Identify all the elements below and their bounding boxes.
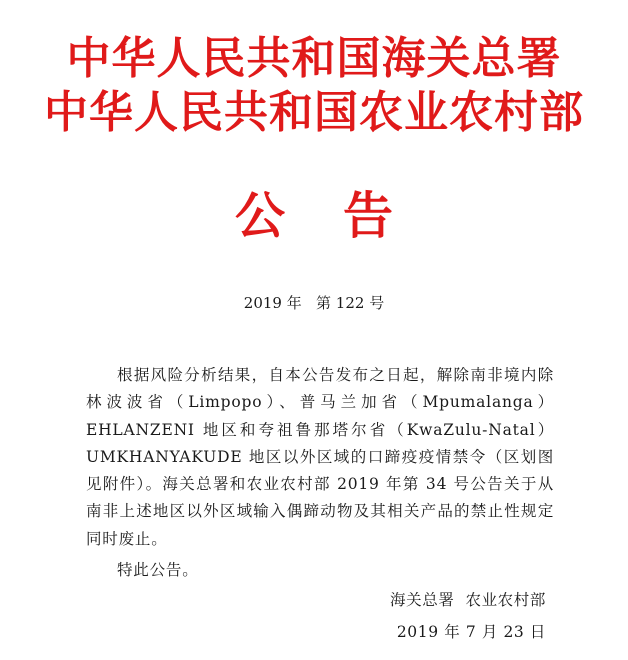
closing-statement: 特此公告。 <box>117 561 199 579</box>
announcement-title: 公告 <box>235 187 451 245</box>
announcement-body: 根据风险分析结果，自本公告发布之日起，解除南非境内除林波波省（Limpopo）、普马兰加省（Mpumalanga）EHLANZENI 地区和夸祖鲁那塔尔省（KwaZulu-Natal）UMKHANYAKUDE 地区以外区域的口蹄疫疫情禁令（区划图见附件）。海关总署和农业农村部 2019 年第 34 号公告关于从南非上述地区以外区域输入偶蹄动物及其相关产品的禁止性规定同时废止。 <box>86 366 554 548</box>
signing-date: 2019 年 7 月 23 日 <box>396 623 546 641</box>
issuer-header-customs: 中华人民共和国海关总署 <box>66 33 562 84</box>
document-number: 2019 年 第 122 号 <box>243 294 385 312</box>
issuer-header-agriculture: 中华人民共和国农业农村部 <box>44 87 584 138</box>
signing-authorities: 海关总署 农业农村部 <box>390 591 546 609</box>
